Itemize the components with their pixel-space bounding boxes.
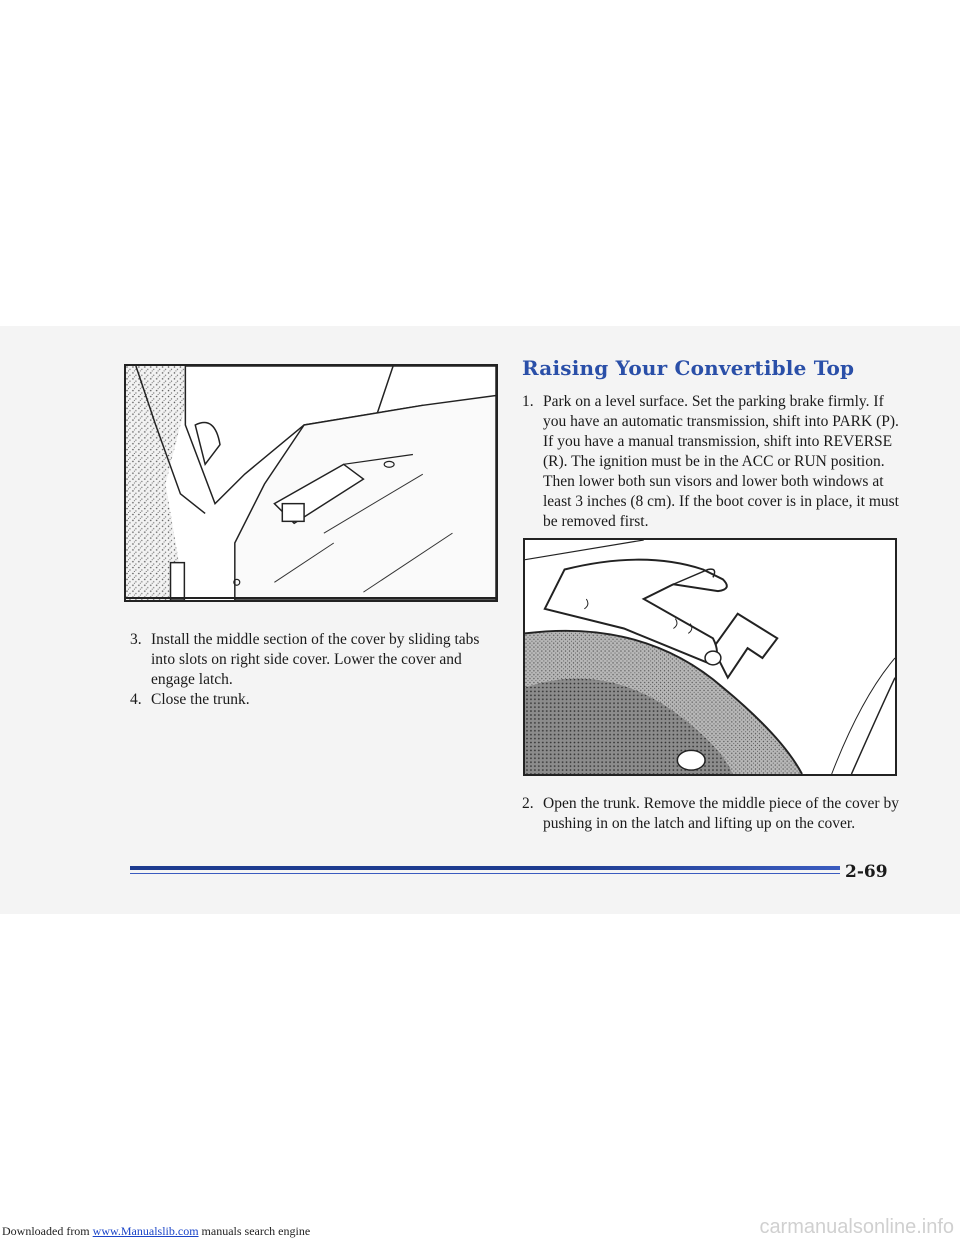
footer-rule	[130, 866, 840, 870]
cover-installation-illustration	[124, 364, 498, 602]
step-text: Close the trunk.	[151, 691, 250, 708]
footer-suffix: manuals search engine	[198, 1224, 311, 1238]
step-text: Install the middle section of the cover by sliding tabs into slots on right side cover. Lower the cover and engage latch.	[151, 631, 480, 688]
step-number: 3.	[130, 631, 142, 648]
step-item	[130, 690, 502, 710]
step-item	[522, 794, 902, 834]
page-number: 2-69	[845, 862, 888, 882]
download-footer	[2, 1224, 310, 1239]
footer-rule-thin	[130, 873, 840, 874]
step-number: 4.	[130, 691, 142, 708]
footer-prefix: Downloaded from	[2, 1224, 93, 1238]
step-number: 2.	[522, 795, 534, 812]
step-text: Park on a level surface. Set the parking brake firmly. If you have an automatic transmission, shift into PARK (P). If you have a manual transmission, shift into REVERSE (R). The ignition must be in the ACC or RUN position. Then lower both sun visors and lower both windows at least 3 inches (8 cm). If the boot cover is in place, it must be removed first.	[543, 393, 899, 530]
latch-release-illustration	[523, 538, 897, 776]
manualslib-link[interactable]: www.Manualslib.com	[92, 1224, 199, 1238]
step-number: 1.	[522, 393, 534, 410]
step-text: Open the trunk. Remove the middle piece of the cover by pushing in on the latch and lifting up on the cover.	[543, 795, 899, 832]
section-title: Raising Your Convertible Top	[522, 356, 855, 380]
step-item	[522, 392, 902, 532]
step-item	[130, 630, 502, 690]
watermark: carmanualsonline.info	[759, 1216, 954, 1238]
